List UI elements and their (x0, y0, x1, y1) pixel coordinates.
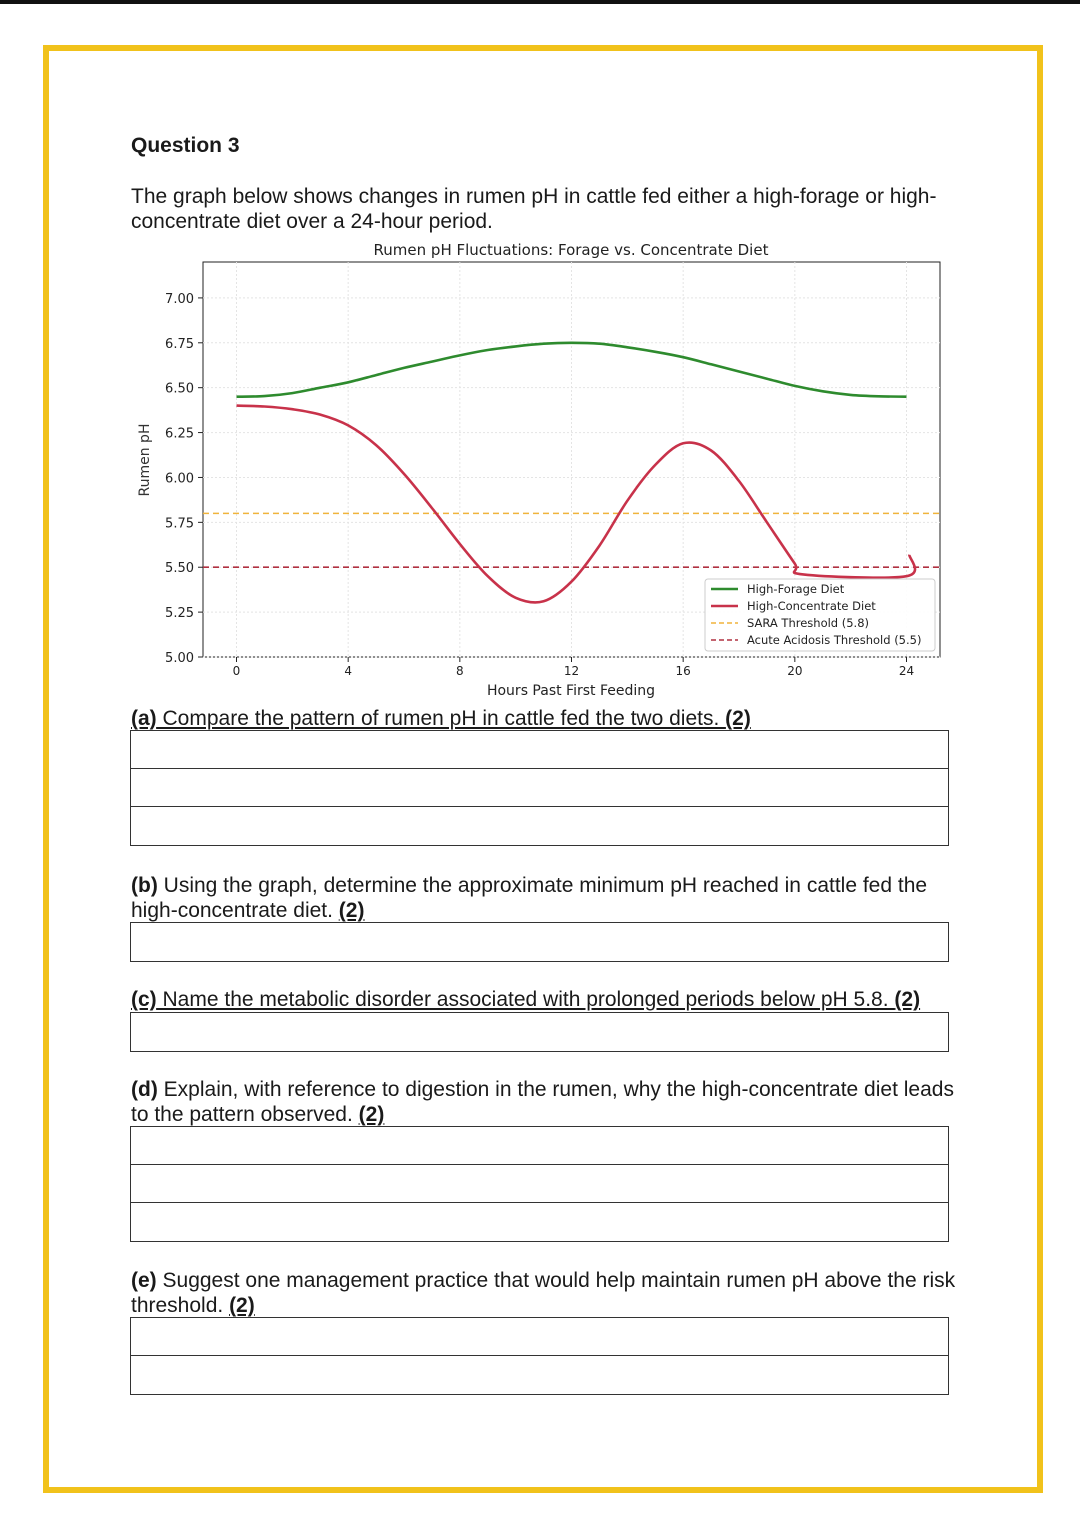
answer-box-b[interactable] (130, 922, 949, 962)
y-tick-label: 5.25 (165, 606, 194, 622)
part-text-e: Suggest one management practice that would help maintain rumen pH above the risk threshold. (131, 1269, 956, 1317)
question-d (131, 1077, 961, 1127)
rumen-ph-chart (130, 236, 950, 706)
x-tick-label: 12 (563, 664, 580, 678)
part-text-a: Compare the pattern of rumen pH in cattle fed the two diets. (156, 707, 726, 730)
x-axis-label: Hours Past First Feeding (486, 683, 656, 699)
legend-label: Acute Acidosis Threshold (5.5) (747, 633, 922, 647)
answer-box-c[interactable] (130, 1012, 949, 1052)
answer-line[interactable] (131, 1203, 948, 1241)
y-tick-label: 6.00 (165, 471, 194, 487)
x-tick-label: 8 (456, 664, 464, 678)
legend-label: High-Concentrate Diet (747, 599, 876, 613)
answer-line[interactable] (131, 769, 948, 807)
answer-line[interactable] (131, 1127, 948, 1165)
part-marks-e: (2) (229, 1294, 255, 1317)
answer-line[interactable] (131, 1165, 948, 1203)
y-axis-label: Rumen pH (137, 423, 153, 497)
x-tick-label: 20 (787, 664, 803, 678)
x-axis-ticks (233, 657, 914, 678)
x-tick-label: 0 (232, 664, 241, 678)
top-border (0, 0, 1080, 4)
part-letter-a: (a) (131, 707, 157, 730)
y-tick-label: 5.50 (165, 561, 194, 577)
part-marks-c: (2) (894, 988, 921, 1011)
part-text-c: Name the metabolic disorder associated with prolonged periods below pH 5.8. (156, 988, 895, 1011)
question-intro: The graph below shows changes in rumen pH in cattle fed either a high-forage or high-concentrate diet over a 24-hour period. (131, 185, 937, 233)
answer-line[interactable] (131, 923, 948, 961)
y-tick-label: 6.25 (165, 426, 194, 442)
part-marks-a: (2) (725, 707, 751, 730)
answer-box-a[interactable] (130, 730, 949, 846)
answer-line[interactable] (131, 731, 948, 769)
legend-label: High-Forage Diet (747, 582, 845, 596)
chart-title: Rumen pH Fluctuations: Forage vs. Concentrate Diet (373, 241, 769, 259)
question-b (131, 873, 961, 923)
answer-line[interactable] (131, 807, 948, 845)
part-marks-d: (2) (358, 1103, 385, 1126)
answer-line[interactable] (131, 1318, 948, 1356)
answer-line[interactable] (131, 1356, 948, 1394)
question-title: Question 3 (131, 134, 240, 157)
part-letter-d: (d) (131, 1078, 158, 1101)
part-letter-c: (c) (131, 988, 157, 1011)
part-text-d: Explain, with reference to digestion in the rumen, why the high-concentrate diet leads to the pattern observed. (131, 1078, 954, 1126)
part-marks-b: (2) (338, 899, 365, 922)
y-axis-ticks (165, 292, 203, 666)
question-a (131, 706, 961, 731)
question-c (131, 987, 971, 1012)
x-tick-label: 16 (675, 664, 691, 678)
y-tick-label: 6.50 (165, 381, 194, 397)
answer-box-e[interactable] (130, 1317, 949, 1395)
y-tick-label: 5.75 (165, 516, 194, 532)
y-tick-label: 5.00 (165, 651, 194, 666)
y-tick-label: 6.75 (165, 336, 194, 352)
legend-label: SARA Threshold (5.8) (747, 616, 870, 630)
part-letter-b: (b) (131, 874, 158, 897)
answer-line[interactable] (131, 1013, 948, 1051)
part-letter-e: (e) (131, 1269, 157, 1292)
answer-box-d[interactable] (130, 1126, 949, 1242)
question-e (131, 1268, 971, 1318)
y-tick-label: 7.00 (165, 291, 194, 307)
x-tick-label: 24 (898, 664, 915, 678)
part-text-b: Using the graph, determine the approximate minimum pH reached in cattle fed the high-concentrate diet. (131, 874, 928, 922)
x-tick-label: 4 (344, 664, 352, 678)
chart-legend (705, 579, 935, 651)
